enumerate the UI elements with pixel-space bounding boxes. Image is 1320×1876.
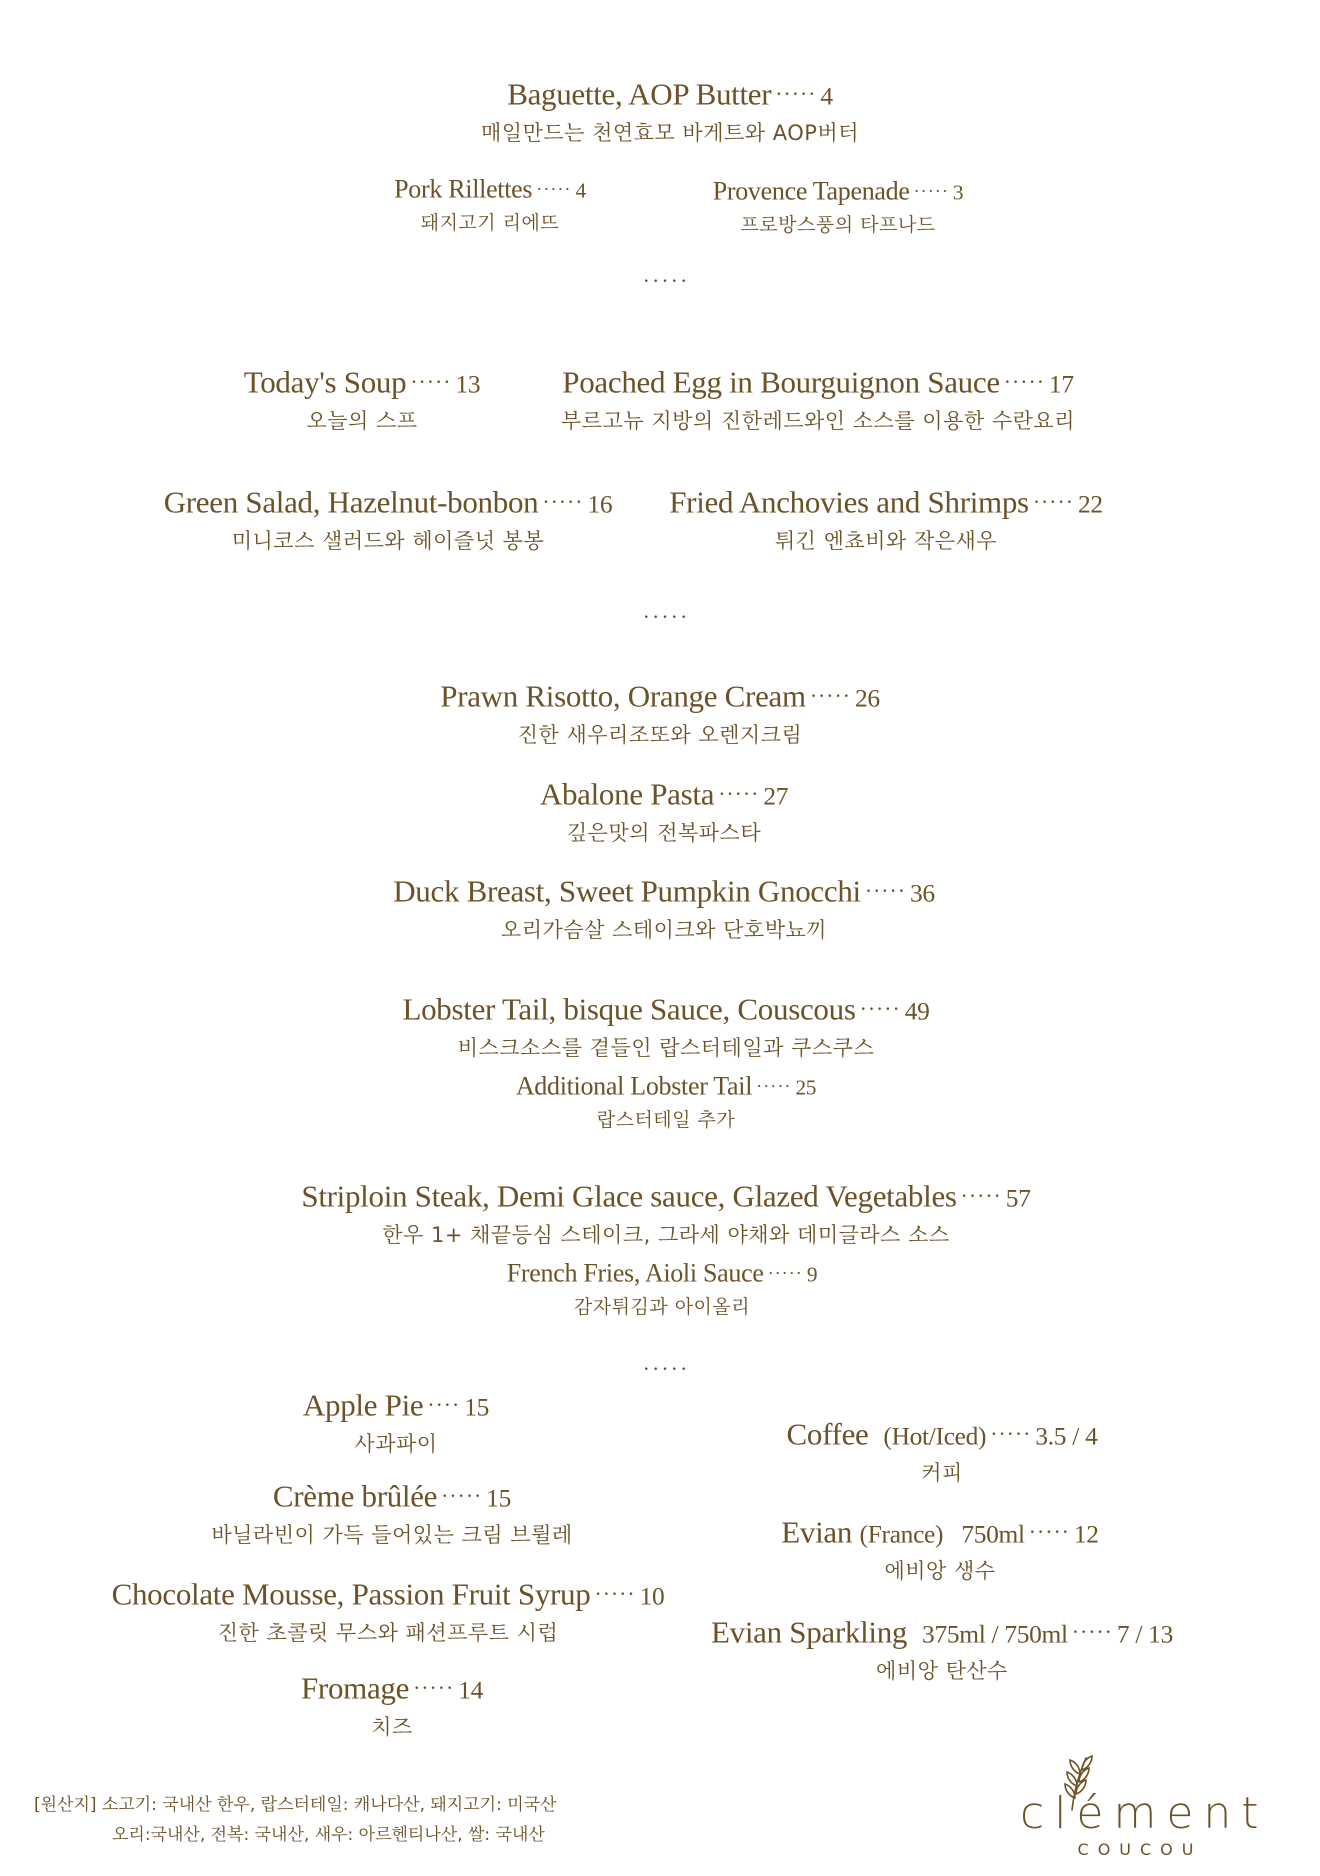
item-price: 3 <box>952 180 964 205</box>
item-name: Provence Tapenade <box>712 176 910 206</box>
item-name: Chocolate Mousse, Passion Fruit Syrup <box>111 1576 591 1612</box>
item-name: Striploin Steak, Demi Glace sauce, Glazed Vegetables <box>301 1178 957 1214</box>
item-price: 17 <box>1048 370 1074 399</box>
item-description: 오늘의 스프 <box>306 409 418 434</box>
item-price: 7 / 13 <box>1116 1620 1173 1649</box>
menu-item-prawn-risotto: Prawn Risotto, Orange Cream ····· 26 진한 새우리조또와 오렌지크림 <box>440 676 880 750</box>
item-description: 에비앙 탄산수 <box>876 1659 1008 1684</box>
item-name: French Fries, Aioli Sauce <box>506 1258 764 1288</box>
origin-line-2: 오리:국내산, 전복: 국내산, 새우: 아르헨티나산, 쌀: 국내산 <box>112 1825 545 1845</box>
item-name: Coffee <box>786 1416 869 1452</box>
item-description: 프로방스풍의 타프나드 <box>740 213 936 236</box>
menu-item-todays-soup: Today's Soup ····· 13 오늘의 스프 <box>244 362 481 436</box>
item-description: 깊은맛의 전복파스타 <box>566 821 762 846</box>
item-price: 9 <box>806 1262 818 1287</box>
item-name: Prawn Risotto, Orange Cream <box>440 678 806 714</box>
item-description: 돼지고기 리에뜨 <box>420 211 560 234</box>
item-price: 4 <box>575 178 586 203</box>
item-price: 27 <box>763 782 789 811</box>
item-description: 감자튀김과 아이올리 <box>573 1295 751 1318</box>
menu-item-chocolate-mousse: Chocolate Mousse, Passion Fruit Syrup ····· 10 진한 초콜릿 무스와 패션프루트 시럽 <box>112 1574 665 1648</box>
item-price: 22 <box>1077 490 1103 519</box>
item-spec: (Hot/Iced) <box>883 1422 987 1451</box>
item-price: 13 <box>455 370 481 399</box>
section-separator: ····· <box>642 1356 690 1381</box>
menu-item-evian-sparkling: Evian Sparkling 375ml / 750ml ····· 7 / 13 에비앙 탄산수 <box>711 1612 1173 1686</box>
item-name: Lobster Tail, bisque Sauce, Couscous <box>402 991 856 1027</box>
item-description: 바닐라빈이 가득 들어있는 크림 브륄레 <box>211 1523 573 1548</box>
item-name: Baguette, AOP Butter <box>507 76 772 112</box>
item-name: Apple Pie <box>302 1387 424 1423</box>
menu-item-fromage: Fromage ····· 14 치즈 <box>301 1668 483 1742</box>
item-description: 미니코스 샐러드와 헤이즐넛 봉봉 <box>231 529 545 554</box>
origin-line-1: [원산지] 소고기: 국내산 한우, 랍스터테일: 캐나다산, 돼지고기: 미국산 <box>34 1795 557 1815</box>
item-description: 치즈 <box>371 1715 413 1740</box>
item-name: Duck Breast, Sweet Pumpkin Gnocchi <box>393 873 861 909</box>
item-name: Fromage <box>300 1670 410 1706</box>
item-price: 26 <box>854 684 880 713</box>
menu-item-apple-pie: Apple Pie ···· 15 사과파이 <box>303 1385 489 1459</box>
item-description: 오리가슴살 스테이크와 단호박뇨끼 <box>500 918 828 943</box>
item-price: 12 <box>1073 1520 1099 1549</box>
item-price: 16 <box>587 490 613 519</box>
section-separator: ····· <box>642 268 690 293</box>
item-name: Pork Rillettes <box>394 174 533 204</box>
menu-item-lobster-tail: Lobster Tail, bisque Sauce, Couscous ····· 49 비스크소스를 곁들인 랍스터테일과 쿠스쿠스 <box>402 989 929 1063</box>
item-description: 부르고뉴 지방의 진한레드와인 소스를 이용한 수란요리 <box>561 409 1075 434</box>
menu-item-french-fries: French Fries, Aioli Sauce ····· 9 감자튀김과 아이올리 <box>506 1258 818 1318</box>
item-price: 57 <box>1005 1184 1031 1213</box>
item-price: 49 <box>904 997 930 1026</box>
item-name: Today's Soup <box>243 364 407 400</box>
menu-item-evian: Evian (France) 750ml ····· 12 에비앙 생수 <box>781 1512 1098 1586</box>
item-name: Additional Lobster Tail <box>515 1071 753 1101</box>
menu-item-provence-tapenade: Provence Tapenade ····· 3 프로방스풍의 타프나드 <box>712 176 964 236</box>
menu-item-additional-lobster: Additional Lobster Tail ····· 25 랍스터테일 추가 <box>515 1071 817 1131</box>
item-name: Green Salad, Hazelnut-bonbon <box>163 484 539 520</box>
item-name: Evian Sparkling <box>711 1614 908 1650</box>
menu-item-baguette: Baguette, AOP Butter ····· 4 매일만드는 천연효모 바게트와 AOP버터 <box>481 74 859 148</box>
item-name: Crème brûlée <box>272 1478 438 1514</box>
item-price: 14 <box>458 1676 484 1705</box>
item-name: Evian <box>781 1514 853 1550</box>
logo-brand-text: clément <box>1020 1788 1269 1839</box>
menu-item-poached-egg: Poached Egg in Bourguignon Sauce ····· 17 부르고뉴 지방의 진한레드와인 소스를 이용한 수란요리 <box>561 362 1075 436</box>
menu-item-abalone-pasta: Abalone Pasta ····· 27 깊은맛의 전복파스타 <box>540 774 788 848</box>
item-name: Poached Egg in Bourguignon Sauce <box>562 364 1000 400</box>
item-spec: 375ml / 750ml <box>922 1620 1068 1649</box>
menu-item-striploin-steak: Striploin Steak, Demi Glace sauce, Glazed Vegetables ····· 57 한우 1+ 채끝등심 스테이크, 그라세 야채와 데미글라스 소스 <box>301 1176 1030 1250</box>
item-price: 15 <box>464 1393 490 1422</box>
origin-notice <box>34 1790 556 1850</box>
item-spec: (France) 750ml <box>859 1520 1025 1549</box>
menu-item-creme-brulee: Crème brûlée ····· 15 바닐라빈이 가득 들어있는 크림 브륄레 <box>211 1476 572 1550</box>
item-description: 사과파이 <box>354 1432 438 1457</box>
item-name: Abalone Pasta <box>539 776 715 812</box>
section-separator: ····· <box>642 604 690 629</box>
item-description: 튀긴 엔쵸비와 작은새우 <box>774 529 998 554</box>
item-name: Fried Anchovies and Shrimps <box>669 484 1029 520</box>
item-price: 3.5 / 4 <box>1035 1422 1098 1451</box>
item-description: 진한 초콜릿 무스와 패션프루트 시럽 <box>217 1621 559 1646</box>
menu-item-green-salad: Green Salad, Hazelnut-bonbon ····· 16 미니코스 샐러드와 헤이즐넛 봉봉 <box>164 482 613 556</box>
menu-item-pork-rillettes: Pork Rillettes ····· 4 돼지고기 리에뜨 <box>394 174 586 234</box>
item-price: 36 <box>909 879 935 908</box>
item-price: 4 <box>820 82 833 111</box>
restaurant-logo <box>1020 1752 1269 1859</box>
menu-item-duck-breast: Duck Breast, Sweet Pumpkin Gnocchi ····· 36 오리가슴살 스테이크와 단호박뇨끼 <box>393 871 935 945</box>
item-description: 비스크소스를 곁들인 랍스터테일과 쿠스쿠스 <box>457 1036 875 1061</box>
item-description: 랍스터테일 추가 <box>596 1108 736 1131</box>
item-description: 진한 새우리조또와 오렌지크림 <box>517 723 803 748</box>
item-description: 에비앙 생수 <box>884 1559 996 1584</box>
item-price: 15 <box>486 1484 512 1513</box>
item-description: 한우 1+ 채끝등심 스테이크, 그라세 야채와 데미글라스 소스 <box>382 1223 950 1248</box>
menu-item-coffee: Coffee (Hot/Iced) ····· 3.5 / 4 커피 <box>787 1414 1098 1488</box>
item-price: 25 <box>795 1075 817 1100</box>
item-price: 10 <box>639 1582 665 1611</box>
item-description: 매일만드는 천연효모 바게트와 AOP버터 <box>480 121 860 146</box>
item-description: 커피 <box>921 1461 963 1486</box>
menu-item-fried-anchovies: Fried Anchovies and Shrimps ····· 22 튀긴 엔쵸비와 작은새우 <box>669 482 1103 556</box>
logo-sub-text: COUCOU <box>1077 1840 1203 1859</box>
